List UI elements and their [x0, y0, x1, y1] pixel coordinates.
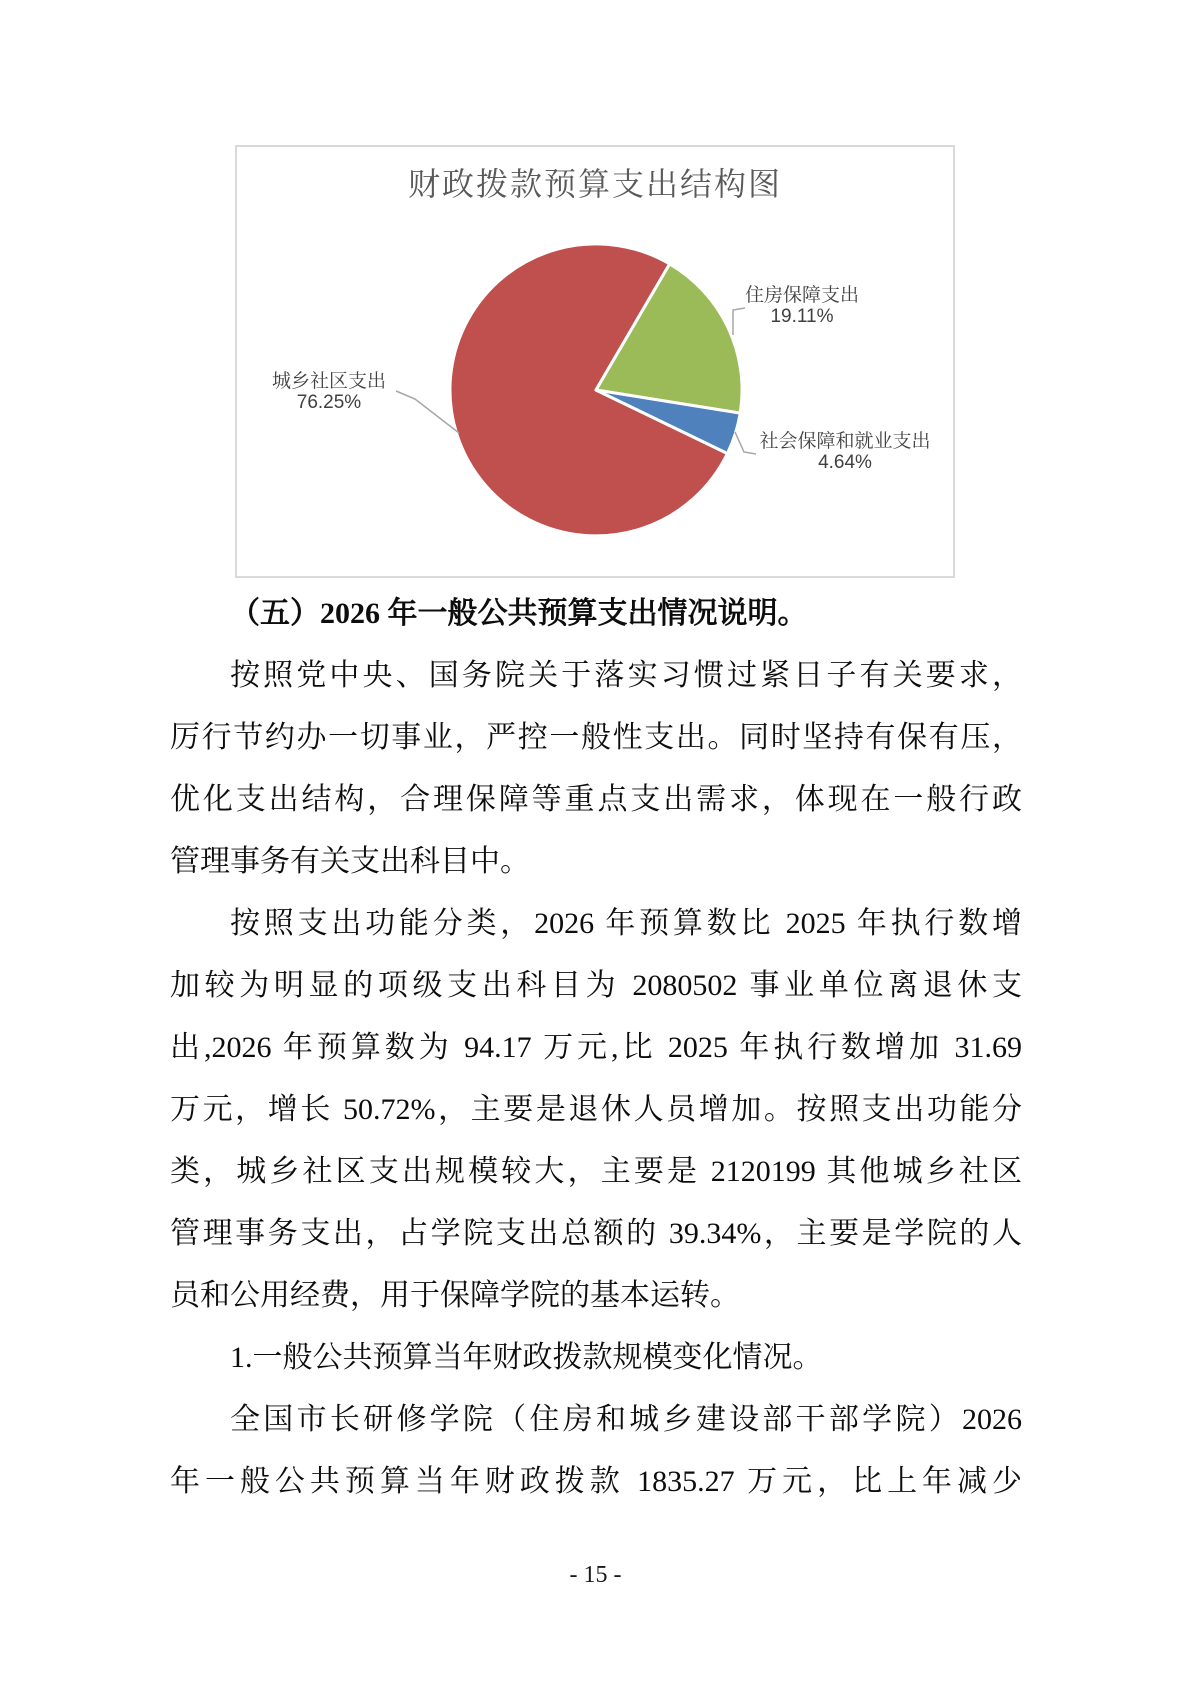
document-body — [170, 583, 1022, 1513]
page-number: - 15 - — [569, 1562, 622, 1588]
pie-chart — [237, 147, 953, 576]
body-line: 厉行节约办一切事业，严控一般性支出。同时坚持有保有压， — [170, 721, 1022, 754]
callout-housing — [737, 285, 867, 327]
callout-housing-label: 住房保障支出 — [744, 285, 859, 306]
body-line: 全国市长研修学院（住房和城乡建设部干部学院）2026 — [230, 1403, 1022, 1436]
callout-urban-label: 城乡社区支出 — [271, 371, 386, 392]
body-line: 万元，增长 50.72%，主要是退休人员增加。按照支出功能分 — [170, 1093, 1022, 1126]
body-line: 按照党中央、国务院关于落实习惯过紧日子有关要求， — [230, 659, 1022, 692]
pie-slices — [450, 244, 742, 536]
body-line: 类，城乡社区支出规模较大，主要是 2120199 其他城乡社区 — [170, 1155, 1022, 1188]
body-line: 按照支出功能分类，2026 年预算数比 2025 年执行数增 — [230, 907, 1022, 940]
callout-housing-pct: 19.11% — [770, 306, 834, 327]
callout-social — [755, 431, 935, 473]
body-line: 加较为明显的项级支出科目为 2080502 事业单位离退休支 — [170, 969, 1022, 1002]
body-line: 管理事务有关支出科目中。 — [170, 845, 530, 878]
chart-title: 财政拨款预算支出结构图 — [407, 166, 782, 202]
body-line: 出,2026 年预算数为 94.17 万元,比 2025 年执行数增加 31.69 — [170, 1031, 1022, 1064]
body-line: 员和公用经费，用于保障学院的基本运转。 — [170, 1279, 740, 1312]
leader-line-social — [735, 432, 756, 454]
callout-urban-pct: 76.25% — [296, 392, 362, 413]
callout-social-pct: 4.64% — [818, 452, 872, 473]
body-line: 管理事务支出，占学院支出总额的 39.34%，主要是学院的人 — [170, 1217, 1022, 1250]
section-heading: （五）2026 年一般公共预算支出情况说明。 — [230, 597, 808, 630]
callout-urban — [259, 371, 399, 413]
pie-chart-panel — [235, 145, 955, 578]
sub-heading: 1.一般公共预算当年财政拨款规模变化情况。 — [230, 1341, 823, 1374]
body-line: 优化支出结构，合理保障等重点支出需求，体现在一般行政 — [170, 783, 1022, 816]
body-line: 年一般公共预算当年财政拨款 1835.27 万元，比上年减少 — [170, 1465, 1022, 1498]
callout-social-label: 社会保障和就业支出 — [759, 431, 931, 452]
